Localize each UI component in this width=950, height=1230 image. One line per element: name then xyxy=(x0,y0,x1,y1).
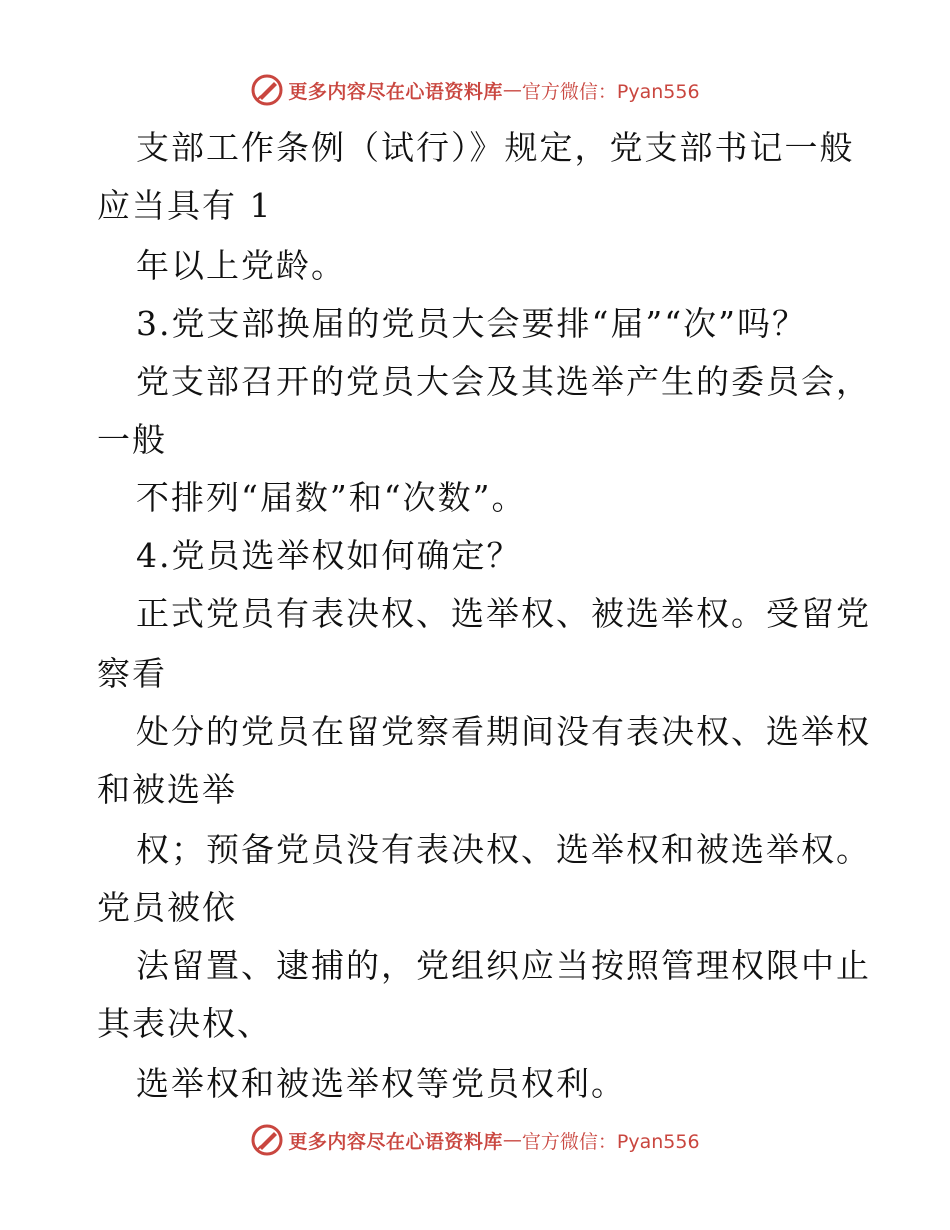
watermark-main-text: 更多内容尽在心语资料库 xyxy=(288,80,503,103)
text-line: 应当具有 1 xyxy=(97,186,273,225)
text-line: 3.党支部换届的党员大会要排“届”“次”吗？ xyxy=(136,304,807,343)
text-line: 4.党员选举权如何确定？ xyxy=(136,536,522,575)
text-line: 年以上党龄。 xyxy=(136,246,346,285)
text-line: 党支部召开的党员大会及其选举产生的委员会， xyxy=(136,362,871,401)
text-line: 一般 xyxy=(97,420,167,459)
brand-logo-icon xyxy=(250,1123,284,1157)
watermark-wechat-text: 官方微信：Pyan556 xyxy=(521,1130,700,1153)
text-line: 法留置、逮捕的，党组织应当按照管理权限中止 xyxy=(136,946,871,985)
text-line: 党员被依 xyxy=(97,888,237,927)
text-line: 选举权和被选举权等党员权利。 xyxy=(136,1064,626,1103)
watermark-separator: — xyxy=(502,79,522,101)
text-line: 权；预备党员没有表决权、选举权和被选举权。 xyxy=(136,830,871,869)
watermark-separator: — xyxy=(502,1129,522,1151)
watermark-banner-bottom xyxy=(0,1120,950,1160)
text-line: 不排列“届数”和“次数”。 xyxy=(136,478,527,517)
brand-logo-icon xyxy=(250,73,284,107)
text-line: 处分的党员在留党察看期间没有表决权、选举权 xyxy=(136,712,871,751)
watermark-banner-top xyxy=(0,70,950,110)
text-line: 正式党员有表决权、选举权、被选举权。受留党 xyxy=(136,594,871,633)
watermark-main-text: 更多内容尽在心语资料库 xyxy=(288,1130,503,1153)
text-line: 和被选举 xyxy=(97,770,237,809)
watermark-wechat-text: 官方微信：Pyan556 xyxy=(521,80,700,103)
text-line: 支部工作条例（试行）》规定，党支部书记一般 xyxy=(136,128,855,167)
text-line: 察看 xyxy=(97,654,167,693)
text-line: 其表决权、 xyxy=(97,1004,272,1043)
